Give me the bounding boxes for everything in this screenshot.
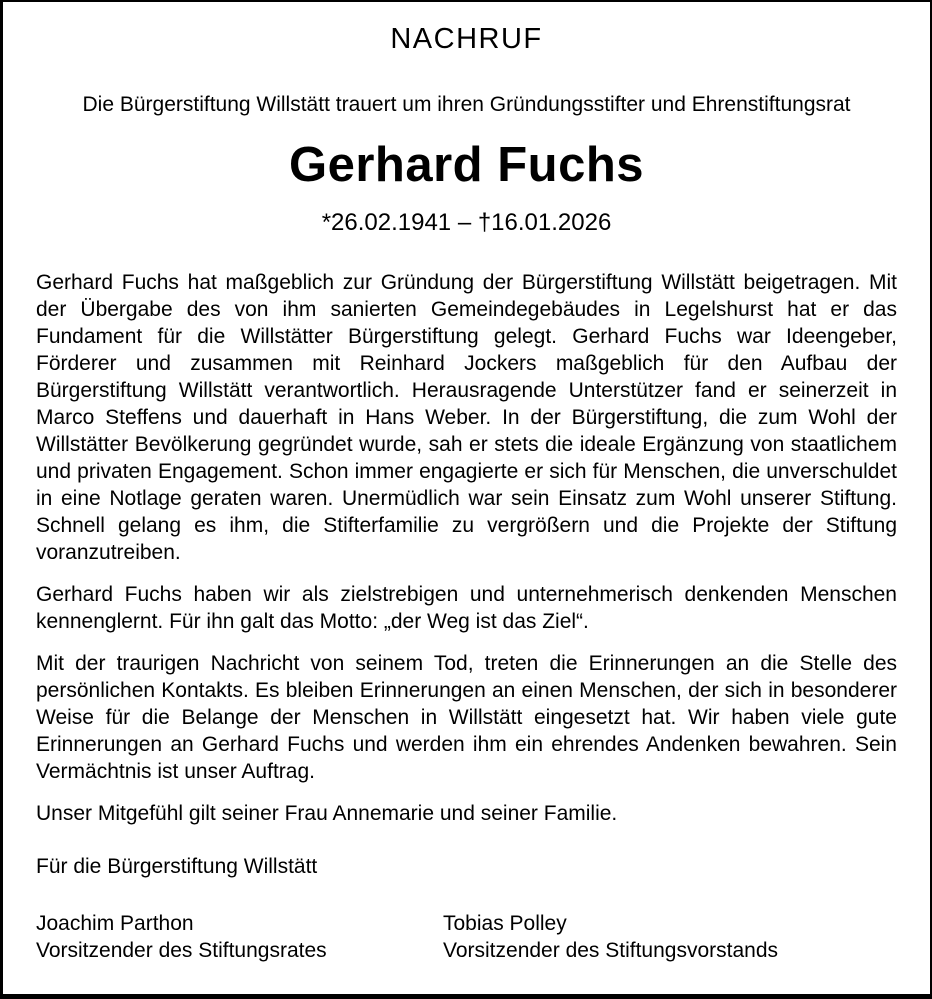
notice-heading: NACHRUF <box>390 23 543 55</box>
obituary-paragraph: Unser Mitgefühl gilt seiner Frau Annemarie und seiner Familie. <box>36 801 618 825</box>
signatory-role: Vorsitzender des Stiftungsrates <box>36 938 327 962</box>
deceased-name: Gerhard Fuchs <box>288 138 645 193</box>
life-dates: *26.02.1941 – †16.01.2026 <box>321 208 612 236</box>
obituary-paragraph: Gerhard Fuchs haben wir als zielstrebigen und unternehmerisch denkenden Menschen kennenglernt. Für ihn galt das Motto: „der Weg ist das Ziel“. <box>36 582 897 633</box>
signatory-name: Joachim Parthon <box>36 911 194 935</box>
signature-block <box>36 910 897 964</box>
intro-line: Die Bürgerstiftung Willstätt trauert um ihren Gründungsstifter und Ehrenstiftungsrat <box>82 92 851 116</box>
signatory-left <box>36 910 443 964</box>
obituary-body <box>36 269 897 827</box>
closing-line: Für die Bürgerstiftung Willstätt <box>36 854 318 878</box>
obituary-paragraph: Mit der traurigen Nachricht von seinem Tod, treten die Erinnerungen an die Stelle des persönlichen Kontakts. Es bleiben Erinnerungen an einen Menschen, der sich in besonderer Weise für die Belange der Menschen in Willstätt eingesetzt hat. Wir haben viele gute Erinnerungen an Gerhard Fuchs und werden ihm ein ehrendes Andenken bewahren. Sein Vermächtnis ist unser Auftrag. <box>36 651 897 783</box>
signatory-role: Vorsitzender des Stiftungsvorstands <box>443 938 779 962</box>
signatory-right <box>443 910 897 964</box>
signatory-name: Tobias Polley <box>443 911 567 935</box>
obituary-paragraph: Gerhard Fuchs hat maßgeblich zur Gründung der Bürgerstiftung Willstätt beigetragen. Mit der Übergabe des von ihm sanierten Gemeindegebäudes in Legelshurst hat er das Fundament für die Willstätter Bürgerstiftung gelegt. Gerhard Fuchs war Ideengeber, Förderer und zusammen mit Reinhard Jockers maßgeblich für den Aufbau der Bürgerstiftung Willstätt verantwortlich. Herausragende Unterstützer fand er seinerzeit in Marco Steffens und dauerhaft in Hans Weber. In der Bürgerstiftung, die zum Wohl der Willstätter Bevölkerung gegründet wurde, sah er stets die ideale Ergänzung von staatlichem und privaten Engagement. Schon immer engagierte er sich für Menschen, die unverschuldet in eine Notlage geraten waren. Unermüdlich war sein Einsatz zum Wohl unserer Stiftung. Schnell gelang es ihm, die Stifterfamilie zu vergrößern und die Projekte der Stiftung voranzutreiben. <box>36 270 897 564</box>
